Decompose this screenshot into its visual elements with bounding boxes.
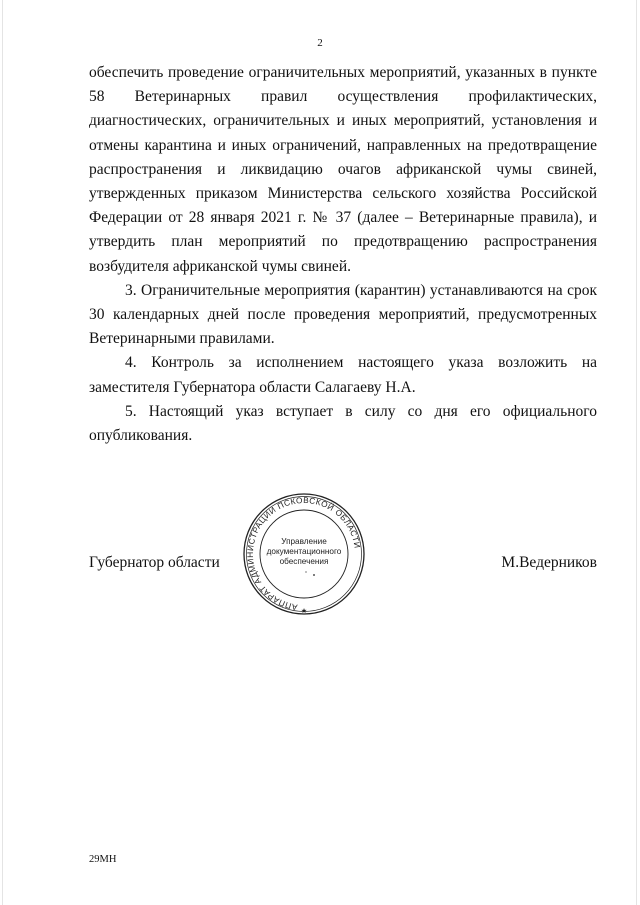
official-seal-stamp [242,492,366,616]
seal-inner-line-1: Управление [281,537,327,546]
seal-inner-line-3: обеспечения [279,557,329,566]
signatory-position: Губернатор области [89,554,220,571]
paragraph-item-4: 4. Контроль за исполнением настоящего указа возложить на заместителя Губернатора области Салагаеву Н.А. [89,354,597,396]
scan-right-edge [636,0,637,905]
scan-left-edge [2,0,3,905]
paragraph-continuation: обеспечить проведение ограничительных мероприятий, указанных в пункте 58 Ветеринарных правил осуществления профилактических, диагностических, ограничительных и иных мероприятий, установления и отмены карантина и иных ограничений, направленных на предотвращение распространения и ликвидацию очагов африканской чумы свиней, утвержденных приказом Министерства сельского хозяйства Российской Федерации от 28 января 2021 г. № 37 (далее – Ветеринарные правила), и утвердить план мероприятий по предотвращению распространения возбудителя африканской чумы свиней. [89,64,597,275]
paragraph-item-3: 3. Ограничительные мероприятия (карантин) устанавливаются на срок 30 календарных дней после проведения мероприятий, предусмотренных Ветеринарными правилами. [89,281,597,348]
page-number: 2 [317,37,323,49]
document-footer-code: 29МН [89,854,117,865]
document-body [89,61,597,448]
paragraph-item-5: 5. Настоящий указ вступает в силу со дня его официального опубликования. [89,402,597,445]
signatory-name: М.Ведерников [501,554,597,571]
seal-outer-text: АППАРАТ АДМИНИСТРАЦИИ ПСКОВСКОЙ ОБЛАСТИ [245,495,362,612]
seal-inner-line-2: документационного [266,547,342,556]
seal-star-icon: ★ [300,607,308,615]
